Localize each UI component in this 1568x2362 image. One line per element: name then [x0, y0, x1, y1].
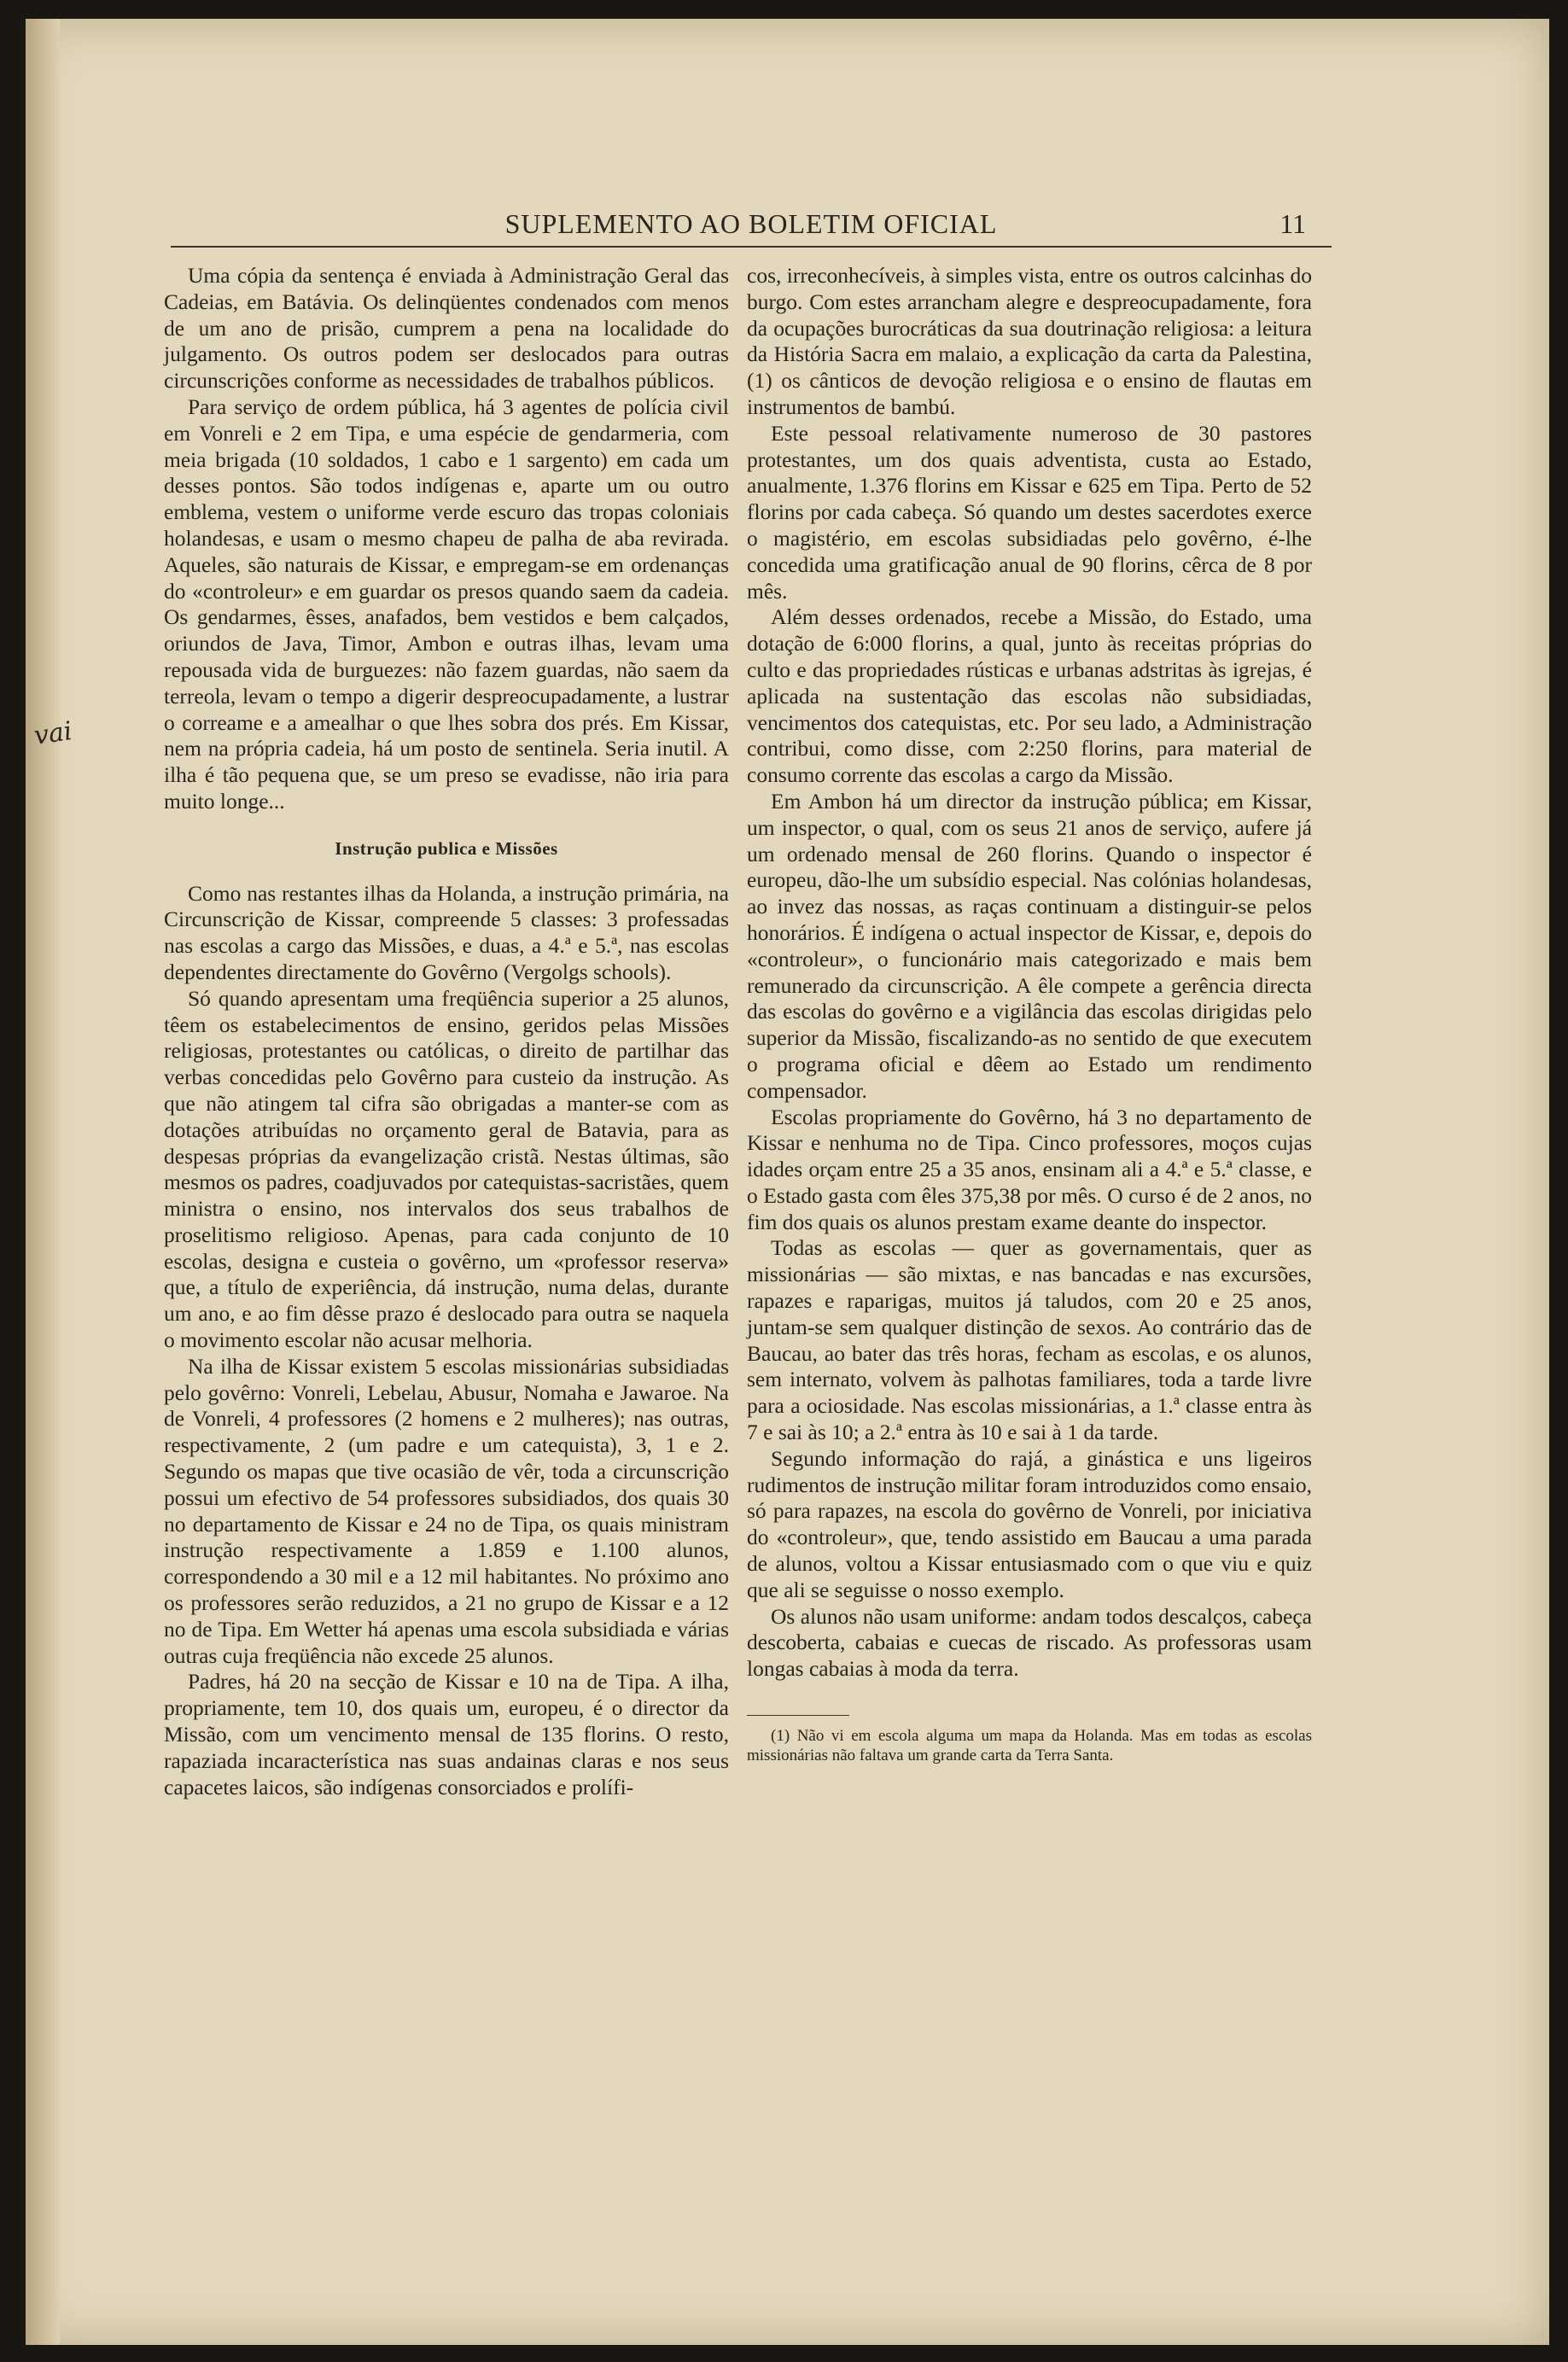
paragraph: Além desses ordenados, recebe a Missão, do Estado, uma dotação de 6:000 florins, a qual, junto às receitas próprias do culto e das propriedades rústicas e urbanas adstritas às igrejas, é aplicada na sustentação das escolas não subsidiadas, vencimentos dos catequistas, etc. Por seu lado, a Administração contribui, como disse, com 2:250 florins, para material de consumo corrente das escolas a cargo da Missão. — [747, 604, 1312, 788]
handwritten-margin-note: vai — [32, 716, 74, 751]
paragraph: Padres, há 20 na secção de Kissar e 10 na de Tipa. A ilha, propriamente, tem 10, dos quais um, europeu, é o director da Missão, com um vencimento mensal de 135 florins. O resto, rapaziada incaracterística nas suas andainas claras e nos seus capacetes laicos, são indígenas consorciados e prolífi- — [164, 1669, 729, 1799]
paragraph: cos, irreconhecíveis, à simples vista, entre os outros calcinhas do burgo. Com estes arrancham alegre e despreocupadamente, fora da ocupações burocráticas da sua doutrinação religiosa: a leitura da História Sacra em malaio, a explicação da carta da Palestina, (1) os cânticos de devoção religiosa e o ensino de flautas em instrumentos de bambú. — [747, 263, 1312, 419]
header-title: SUPLEMENTO AO BOLETIM OFICIAL — [504, 208, 998, 239]
page-gutter — [26, 19, 60, 2345]
footnote-divider — [747, 1715, 849, 1716]
right-column — [747, 263, 1312, 1765]
paragraph: Segundo informação do rajá, a ginástica e uns ligeiros rudimentos de instrução militar foram introduzidos como ensaio, só para rapazes, na escola do govêrno de Vonreli, por iniciativa do «controleur», que, tendo assistido em Baucau a uma parada de alunos, voltou a Kissar entusiasmado com o que viu e quiz que ali se seguisse o nosso exemplo. — [747, 1445, 1312, 1602]
page-number: 11 — [1279, 208, 1306, 239]
paragraph: Este pessoal relativamente numeroso de 30 pastores protestantes, um dos quais adventista, custa ao Estado, anualmente, 1.376 florins em Kissar e 625 em Tipa. Perto de 52 florins por cada cabeça. Só quando um destes sacerdotes exerce o magistério, em escolas subsidiadas pelo govêrno, é-lhe concedida uma gratificação anual de 90 florins, cêrca de 8 por mês. — [747, 420, 1312, 604]
paragraph: Todas as escolas — quer as governamentais, quer as missionárias — são mixtas, e nas bancadas e nas excursões, rapazes e raparigas, muitos já taludos, com 20 e 25 anos, juntam-se sem qualquer distinção de sexos. Ao contrário das de Baucau, ao bater das três horas, fecham as escolas, e os alunos, sem internato, volvem às palhotas familiares, toda a tarde livre para a ociosidade. Nas escolas missionárias, a 1.ª classe entra às 7 e sai às 10; a 2.ª entra às 10 e sai à 1 da tarde. — [747, 1235, 1312, 1445]
footnote: (1) Não vi em escola alguma um mapa da Holanda. Mas em todas as escolas missionárias não faltava um grande carta da Terra Santa. — [747, 1727, 1312, 1765]
paragraph: Uma cópia da sentença é enviada à Administração Geral das Cadeias, em Batávia. Os delinqüentes condenados com menos de um ano de prisão, cumprem a pena na localidade do julgamento. Os outros podem ser deslocados para outras circunscrições conforme as necessidades de trabalhos públicos. — [164, 263, 729, 394]
paragraph: Os alunos não usam uniforme: andam todos descalços, cabeça descoberta, cabaias e cuecas de riscado. As professoras usam longas cabaias à moda da terra. — [747, 1603, 1312, 1682]
paragraph: Na ilha de Kissar existem 5 escolas missionárias subsidiadas pelo govêrno: Vonreli, Lebelau, Abusur, Nomaha e Jawaroe. Na de Vonreli, 4 professores (2 homens e 2 mulheres); nas outras, respectivamente, 2 (um padre e um catequista), 3, 1 e 2. Segundo os mapas que tive ocasião de vêr, toda a circunscrição possui um efectivo de 54 professores subsidiados, dos quais 30 no departamento de Kissar e 24 no de Tipa, os quais ministram instrução respectivamente a 1.859 e 1.100 alunos, correspondendo a 30 mil e a 12 mil habitantes. No próximo ano os professores serão reduzidos, a 21 no grupo de Kissar e a 12 no de Tipa. Em Wetter há apenas uma escola subsidiada e várias outras cuja freqüência não excede 25 alunos. — [164, 1353, 729, 1668]
paragraph: Só quando apresentam uma freqüência superior a 25 alunos, têem os estabelecimentos de ensino, geridos pelas Missões religiosas, protestantes ou católicas, o direito de partilhar das verbas concedidas pelo Govêrno para custeio da instrução. As que não atingem tal cifra são obrigadas a manter-se com as dotações atribuídas no orçamento geral de Batavia, para as despesas próprias da evangelização cristã. Nestas últimas, são mesmos os padres, coadjuvados por catequistas-sacristães, quem ministra o ensino, nos intervalos dos seus trabalhos de proselitismo religioso. Apenas, para cada conjunto de 10 escolas, designa e custeia o govêrno, um «professor reserva» que, a título de experiência, dá instrução, numa delas, durante um ano, e ao fim dêsse prazo é deslocado para outra se naquela o movimento escolar não acusar melhoria. — [164, 985, 729, 1353]
paragraph: Para serviço de ordem pública, há 3 agentes de polícia civil em Vonreli e 2 em Tipa, e uma espécie de gendarmeria, com meia brigada (10 soldados, 1 cabo e 1 sargento) em cada um desses pontos. São todos indígenas e, aparte um ou outro emblema, vestem o uniforme verde escuro das tropas coloniais holandesas, e usam o mesmo chapeu de palha de aba revirada. Aqueles, são naturais de Kissar, e empregam-se em ordenanças do «controleur» e em guardar os presos quando saem da cadeia. Os gendarmes, êsses, anafados, bem vestidos e bem calçados, oriundos de Java, Timor, Ambon e outras ilhas, levam uma repousada vida de burguezes: não fazem guardas, não saem da terreola, levam o tempo a digerir despreocupadamente, a lustrar o correame e a amealhar o que lhes sobra dos prés. Em Kissar, nem na própria cadeia, há um posto de sentinela. Seria inutil. A ilha é tão pequena que, se um preso se evadisse, não iria para muito longe... — [164, 394, 729, 814]
running-header — [171, 205, 1332, 248]
paragraph: Em Ambon há um director da instrução pública; em Kissar, um inspector, o qual, com os seus 21 anos de serviço, aufere já um ordenado mensal de 260 florins. Quando o inspector é europeu, dão-lhe um subsídio especial. Nas colónias holandesas, ao invez das nossas, as raças continuam a distinguir-se pelos honorários. É indígena o actual inspector de Kissar, e, depois do «controleur», o funcionário mais categorizado e mais bem remunerado da circunscrição. A êle compete a gerência directa das escolas do govêrno e a vigilância das escolas dirigidas pelo superior da Missão, fiscalizando-as no sentido de que executem o programa oficial e dêem ao Estado um rendimento compensador. — [747, 788, 1312, 1103]
document-page — [26, 19, 1549, 2345]
paragraph: Como nas restantes ilhas da Holanda, a instrução primária, na Circunscrição de Kissar, compreende 5 classes: 3 professadas nas escolas a cargo das Missões, e duas, a 4.ª e 5.ª, nas escolas dependentes directamente do Govêrno (Vergolgs schools). — [164, 880, 729, 984]
section-title: Instrução publica e Missões — [335, 837, 558, 859]
paragraph: Escolas propriamente do Govêrno, há 3 no departamento de Kissar e nenhuma no de Tipa. Cinco professores, moços cujas idades orçam entre 25 a 35 anos, ensinam ali a 4.ª e 5.ª classe, e o Estado gasta com êles 375,38 por mês. O curso é de 2 anos, no fim dos quais os alunos prestam exame deante do inspector. — [747, 1104, 1312, 1234]
left-column — [164, 263, 729, 1800]
